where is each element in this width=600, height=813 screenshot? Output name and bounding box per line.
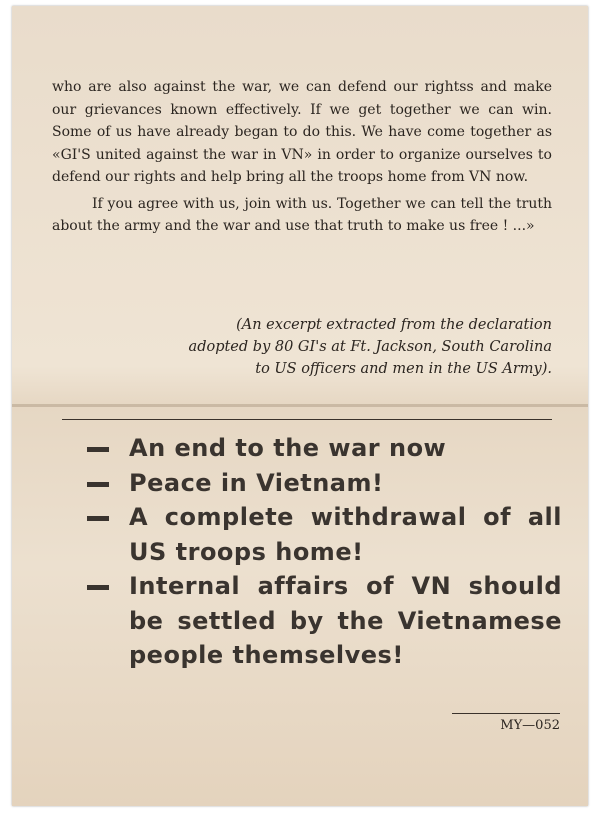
slogan-item <box>87 466 562 501</box>
paragraph-1: who are also against the war, we can defend our rightss and make our grievances known effectively. If we get together we can win. Some of us have already began to do this. We have come together as «GI'S united against the war in VN» in order to organize ourselves to defend our rights and help bring all the troops home from VN now. <box>52 79 552 185</box>
excerpt-line-2: adopted by 80 GI's at Ft. Jackson, South Carolina <box>188 339 552 355</box>
dash-bullet <box>87 447 109 452</box>
declaration-text <box>52 76 552 238</box>
excerpt-citation <box>102 314 552 380</box>
footer-divider <box>452 713 560 714</box>
slogan-item <box>87 569 562 673</box>
slogan-text: Peace in Vietnam! <box>129 468 384 497</box>
section-divider <box>62 419 552 420</box>
excerpt-line-1: (An excerpt extracted from the declaration <box>236 317 552 333</box>
slogan-text: An end to the war now <box>129 434 447 462</box>
slogan-text: A complete withdrawal of all US troops home! <box>129 503 562 566</box>
slogan-list <box>87 431 562 673</box>
slogan-item <box>87 431 562 466</box>
excerpt-line-3: to US officers and men in the US Army). <box>255 361 552 377</box>
dash-bullet <box>87 516 109 521</box>
slogan-text: Internal affairs of VN should be settled by the Vietnamese people themselves! <box>129 572 562 669</box>
slogan-item <box>87 500 562 569</box>
dash-bullet <box>87 585 109 590</box>
dash-bullet <box>87 482 109 487</box>
paragraph-2: If you agree with us, join with us. Together we can tell the truth about the army and the war and use that truth to make us free ! ...» <box>52 195 552 234</box>
leaflet-code: MY—052 <box>500 718 560 733</box>
leaflet-page <box>12 6 588 806</box>
fold-crease <box>12 404 588 407</box>
